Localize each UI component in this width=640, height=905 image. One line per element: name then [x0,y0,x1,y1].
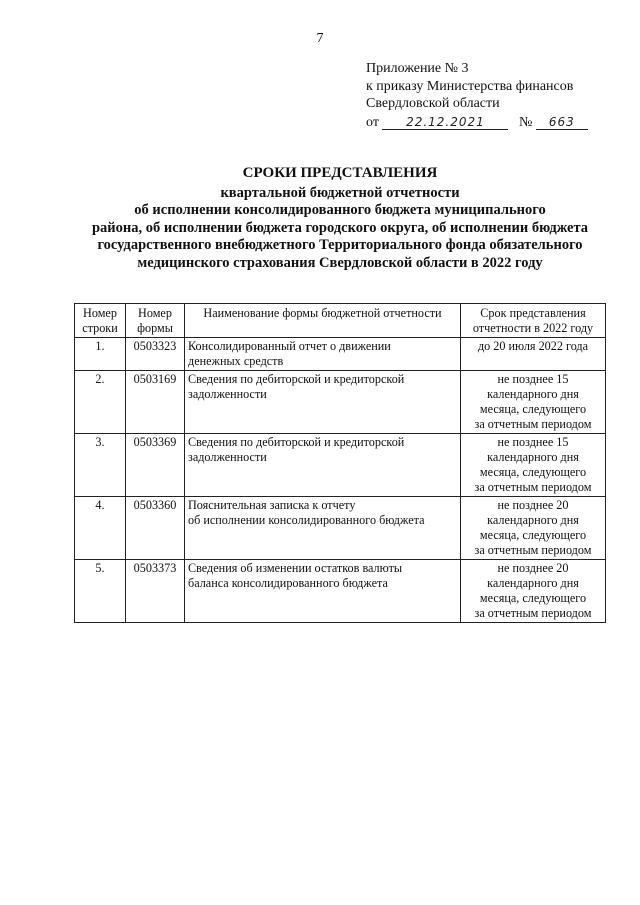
order-date-number-line [366,114,626,132]
header-text: Номер [83,306,117,320]
form-name [185,434,461,497]
form-name-line: задолженности [188,450,267,464]
date-prefix: от [366,114,379,130]
title-line: района, об исполнении бюджета городского округа, об исполнении бюджета [91,219,589,236]
page-number: 7 [316,31,324,46]
form-name-line: задолженности [188,387,267,401]
form-name-line: Сведения по дебиторской и кредиторской [188,372,405,386]
row-number: 4. [75,497,126,560]
deadline-line: календарного дня [487,576,579,590]
deadline-line: календарного дня [487,450,579,464]
order-date-handwritten: 22.12.2021 [382,115,508,130]
appendix-header [366,60,626,131]
row-number: 3. [75,434,126,497]
title-main: СРОКИ ПРЕДСТАВЛЕНИЯ [242,165,438,181]
form-name [185,371,461,434]
deadline-line: месяца, следующего [479,402,587,416]
row-number: 5. [75,560,126,623]
form-name-line: Сведения по дебиторской и кредиторской [188,435,405,449]
form-name-line: денежных средств [188,354,284,368]
form-name-line: Сведения об изменении остатков валюты [188,561,403,575]
form-name-line: об исполнении консолидированного бюджета [188,513,425,527]
table-row [75,560,606,623]
number-prefix: № [518,114,533,130]
deadlines-table [74,303,606,623]
appendix-order-ref: к приказу Министерства финансов [366,78,574,94]
deadline-line: не позднее 15 [497,372,569,386]
order-number-handwritten: 663 [536,115,588,130]
title-line: государственного внебюджетного Территориального фонда обязательного [97,237,583,253]
form-name-line: Пояснительная записка к отчету [188,498,356,512]
form-number: 0503323 [126,338,185,371]
deadline-line: не позднее 20 [497,561,569,575]
form-name [185,338,461,371]
header-text: Срок представления [480,306,586,320]
deadline [461,560,606,623]
title-line: медицинского страхования Свердловской области в 2022 году [137,254,543,271]
title-line: об исполнении консолидированного бюджета муниципального [134,202,546,218]
deadline [461,497,606,560]
header-text: строки [82,321,118,335]
deadline-line: за отчетным периодом [474,417,592,431]
deadline-line: не позднее 15 [497,435,569,449]
deadline-line: за отчетным периодом [474,543,592,557]
row-number: 1. [75,338,126,371]
row-number: 2. [75,371,126,434]
table-row [75,338,606,371]
form-name-line: Консолидированный отчет о движении [188,339,391,353]
header-form-name: Наименование формы бюджетной отчетности [185,304,461,338]
appendix-title: Приложение № 3 [366,61,469,76]
deadline [461,434,606,497]
header-deadline [461,304,606,338]
form-name-line: баланса консолидированного бюджета [188,576,388,590]
deadline-line: за отчетным периодом [474,606,592,620]
appendix-region: Свердловской области [366,96,500,111]
deadline-line: месяца, следующего [479,465,587,479]
form-number: 0503169 [126,371,185,434]
deadline-line: не позднее 20 [497,498,569,512]
form-name [185,497,461,560]
deadline-line: календарного дня [487,387,579,401]
table-header-row [75,304,606,338]
header-form-number [126,304,185,338]
header-text: Номер [138,306,172,320]
deadline-line: календарного дня [487,513,579,527]
title-line: квартальной бюджетной отчетности [220,184,460,201]
table-row [75,434,606,497]
document-title [60,165,620,272]
table-row [75,371,606,434]
form-name [185,560,461,623]
deadline [461,338,606,371]
form-number: 0503373 [126,560,185,623]
deadline [461,371,606,434]
deadline-line: за отчетным периодом [474,480,592,494]
form-number: 0503369 [126,434,185,497]
header-text: отчетности в 2022 году [472,321,594,335]
table-row [75,497,606,560]
deadline-line: до 20 июля 2022 года [477,339,589,353]
header-text: формы [137,321,173,335]
header-row-number [75,304,126,338]
deadline-line: месяца, следующего [479,591,587,605]
deadline-line: месяца, следующего [479,528,587,542]
form-number: 0503360 [126,497,185,560]
